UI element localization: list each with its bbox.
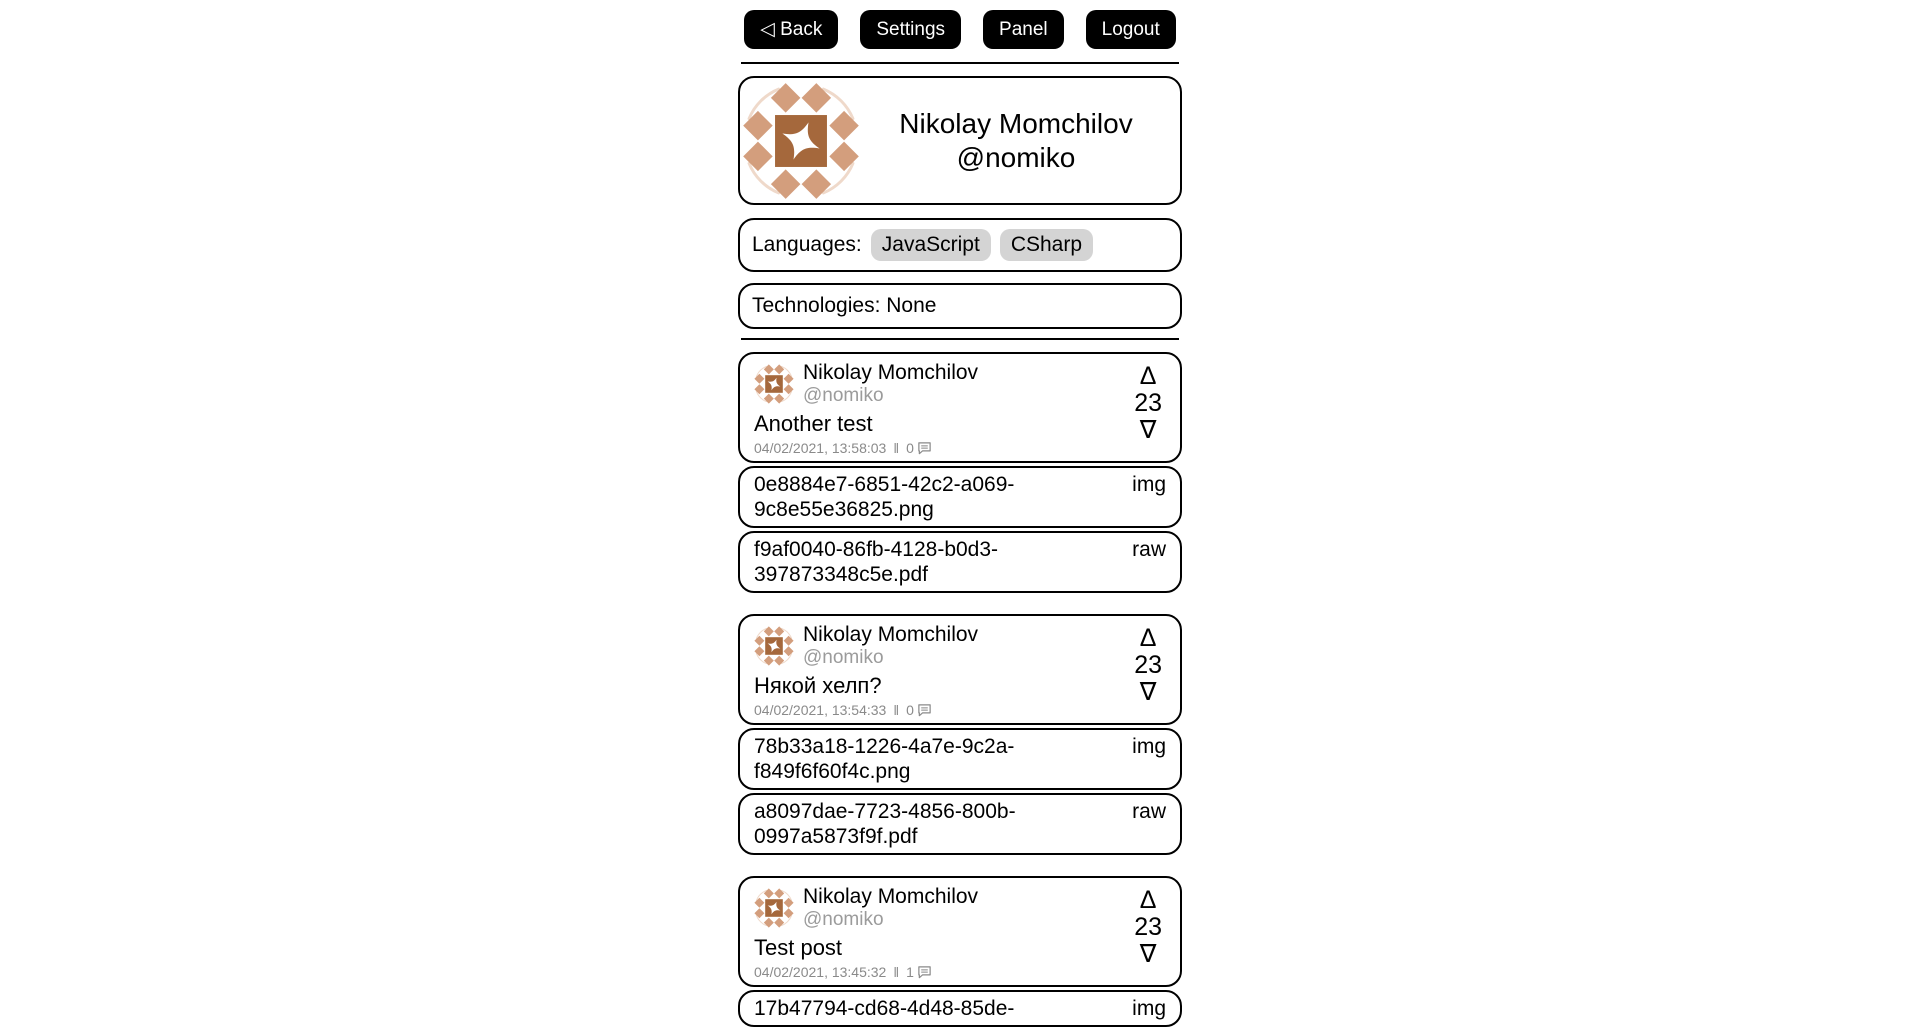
profile-name: Nikolay Momchilov: [899, 107, 1133, 139]
post-title[interactable]: Някой хелп?: [754, 673, 882, 698]
post-group: [738, 614, 1182, 855]
post-avatar-icon: [754, 626, 794, 666]
post-author-row: [754, 623, 1126, 669]
comment-count-group: [906, 964, 932, 980]
posts-divider: [741, 338, 1179, 340]
nav-divider: [741, 62, 1179, 64]
comment-count: 0: [906, 702, 914, 718]
attachment-type-label: raw: [1132, 538, 1166, 561]
attachment-row[interactable]: [738, 466, 1182, 528]
vote-column: [1126, 885, 1170, 980]
post-main: [754, 623, 1126, 718]
upvote-button[interactable]: Δ: [1139, 362, 1157, 390]
languages-card: [738, 218, 1182, 272]
attachment-type-label: img: [1132, 473, 1166, 496]
post-avatar-icon: [754, 364, 794, 404]
technologies-label: Technologies: None: [752, 294, 937, 317]
attachment-row[interactable]: [738, 531, 1182, 593]
technologies-card: [738, 283, 1182, 329]
attachment-type-label: img: [1132, 997, 1166, 1020]
downvote-button[interactable]: ∇: [1139, 678, 1157, 706]
post-avatar-icon: [754, 888, 794, 928]
post-author-row: [754, 361, 1126, 407]
meta-separator: ‖: [893, 702, 900, 718]
panel-button[interactable]: Panel: [983, 10, 1064, 49]
upvote-button[interactable]: Δ: [1139, 624, 1157, 652]
comment-count-group: [906, 440, 932, 456]
attachment-row[interactable]: [738, 793, 1182, 855]
comment-icon: [917, 703, 932, 718]
attachment-filename[interactable]: f9af0040-86fb-4128-b0d3-397873348c5e.pdf: [754, 538, 999, 586]
top-nav: [738, 10, 1182, 49]
attachment-filename[interactable]: a8097dae-7723-4856-800b-0997a5873f9f.pdf: [754, 800, 1016, 848]
language-badge-javascript: JavaScript: [871, 229, 991, 261]
post-author-handle: @nomiko: [803, 385, 884, 406]
attachment-type-label: raw: [1132, 800, 1166, 823]
post-meta: [754, 964, 1126, 980]
comment-icon: [917, 441, 932, 456]
meta-separator: ‖: [893, 440, 900, 456]
post-meta: [754, 440, 1126, 456]
post-group: [738, 352, 1182, 593]
post-card[interactable]: [738, 614, 1182, 725]
post-card[interactable]: [738, 352, 1182, 463]
post-card[interactable]: [738, 876, 1182, 987]
post-author-handle: @nomiko: [803, 909, 884, 930]
attachment-type-label: img: [1132, 735, 1166, 758]
profile-card: [738, 76, 1182, 205]
post-author-block: [803, 361, 978, 407]
logout-button[interactable]: Logout: [1086, 10, 1176, 49]
comment-count-group: [906, 702, 932, 718]
language-badge-csharp: CSharp: [1000, 229, 1093, 261]
downvote-button[interactable]: ∇: [1139, 416, 1157, 444]
post-author-block: [803, 623, 978, 669]
back-button[interactable]: ◁ Back: [744, 10, 838, 49]
post-author-handle: @nomiko: [803, 647, 884, 668]
post-timestamp: 04/02/2021, 13:54:33: [754, 702, 887, 718]
attachment-row[interactable]: [738, 990, 1182, 1027]
comment-icon: [917, 965, 932, 980]
attachment-filename[interactable]: 17b47794-cd68-4d48-85de-: [754, 997, 1015, 1020]
comment-count: 1: [906, 964, 914, 980]
vote-column: [1126, 623, 1170, 718]
post-timestamp: 04/02/2021, 13:58:03: [754, 440, 887, 456]
profile-names: [860, 107, 1172, 175]
downvote-button[interactable]: ∇: [1139, 940, 1157, 968]
meta-separator: ‖: [893, 964, 900, 980]
languages-label: Languages:: [752, 233, 862, 256]
post-author-row: [754, 885, 1126, 931]
post-main: [754, 361, 1126, 456]
post-timestamp: 04/02/2021, 13:45:32: [754, 964, 887, 980]
upvote-button[interactable]: Δ: [1139, 886, 1157, 914]
content-column: [738, 0, 1182, 1027]
post-author-name: Nikolay Momchilov: [803, 623, 979, 646]
attachment-row[interactable]: [738, 728, 1182, 790]
vote-score: 23: [1134, 913, 1162, 941]
post-meta: [754, 702, 1126, 718]
post-main: [754, 885, 1126, 980]
vote-column: [1126, 361, 1170, 456]
settings-button[interactable]: Settings: [860, 10, 961, 49]
post-author-block: [803, 885, 978, 931]
comment-count: 0: [906, 440, 914, 456]
vote-score: 23: [1134, 389, 1162, 417]
vote-score: 23: [1134, 651, 1162, 679]
post-title[interactable]: Test post: [754, 935, 843, 960]
profile-avatar-icon: [742, 82, 860, 200]
post-title[interactable]: Another test: [754, 411, 873, 436]
post-author-name: Nikolay Momchilov: [803, 885, 979, 908]
post-author-name: Nikolay Momchilov: [803, 361, 979, 384]
profile-handle: @nomiko: [956, 141, 1076, 173]
attachment-filename[interactable]: 0e8884e7-6851-42c2-a069-9c8e55e36825.png: [754, 473, 1015, 521]
attachment-filename[interactable]: 78b33a18-1226-4a7e-9c2a-f849f6f60f4c.png: [754, 735, 1015, 783]
post-group: [738, 876, 1182, 1027]
